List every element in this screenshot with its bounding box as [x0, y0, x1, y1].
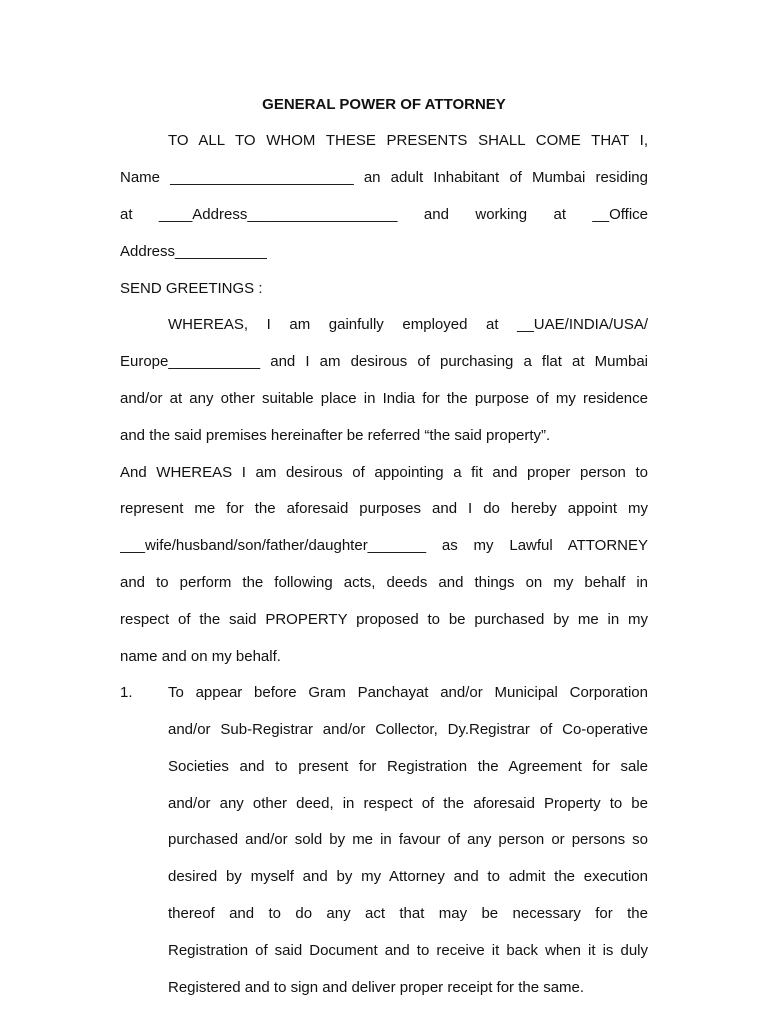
paragraph-line: Address___________ [120, 243, 267, 260]
paragraph-line: SEND GREETINGS : [120, 280, 263, 297]
paragraph-line: Name ______________________ an adult Inhabitant of Mumbai residing [120, 169, 648, 186]
paragraph-line: at ____Address__________________ and working at __Office [120, 206, 648, 223]
paragraph-line: respect of the said PROPERTY proposed to be purchased by me in my [120, 611, 648, 628]
paragraph-line: name and on my behalf. [120, 648, 281, 665]
paragraph-line: And WHEREAS I am desirous of appointing a fit and proper person to [120, 464, 648, 481]
paragraph-line: and the said premises hereinafter be referred “the said property”. [120, 427, 551, 444]
list-item-line: desired by myself and by my Attorney and to admit the execution [168, 868, 648, 885]
list-item-line: purchased and/or sold by me in favour of any person or persons so [168, 831, 648, 848]
paragraph-line: Europe___________ and I am desirous of purchasing a flat at Mumbai [120, 353, 648, 370]
paragraph-line: represent me for the aforesaid purposes and I do hereby appoint my [120, 500, 648, 517]
list-item-line: Registered and to sign and deliver proper receipt for the same. [168, 979, 585, 996]
list-item-line: thereof and to do any act that may be necessary for the [168, 905, 648, 922]
list-item-line: and/or any other deed, in respect of the aforesaid Property to be [168, 795, 648, 812]
paragraph-line: WHEREAS, I am gainfully employed at __UAE/INDIA/USA/ [168, 316, 648, 333]
list-item-line: and/or Sub-Registrar and/or Collector, Dy.Registrar of Co-operative [168, 721, 648, 738]
list-item-number: 1. [120, 684, 133, 701]
paragraph-line: ___wife/husband/son/father/daughter_______ as my Lawful ATTORNEY [120, 537, 648, 554]
paragraph-line: TO ALL TO WHOM THESE PRESENTS SHALL COME THAT I, [168, 132, 648, 149]
paragraph-line: and/or at any other suitable place in India for the purpose of my residence [120, 390, 648, 407]
list-item-line: Registration of said Document and to receive it back when it is duly [168, 942, 648, 959]
paragraph-line: and to perform the following acts, deeds and things on my behalf in [120, 574, 648, 591]
list-item-line: To appear before Gram Panchayat and/or Municipal Corporation [168, 684, 648, 701]
document-title: GENERAL POWER OF ATTORNEY [262, 96, 506, 113]
list-item-line: Societies and to present for Registration the Agreement for sale [168, 758, 648, 775]
